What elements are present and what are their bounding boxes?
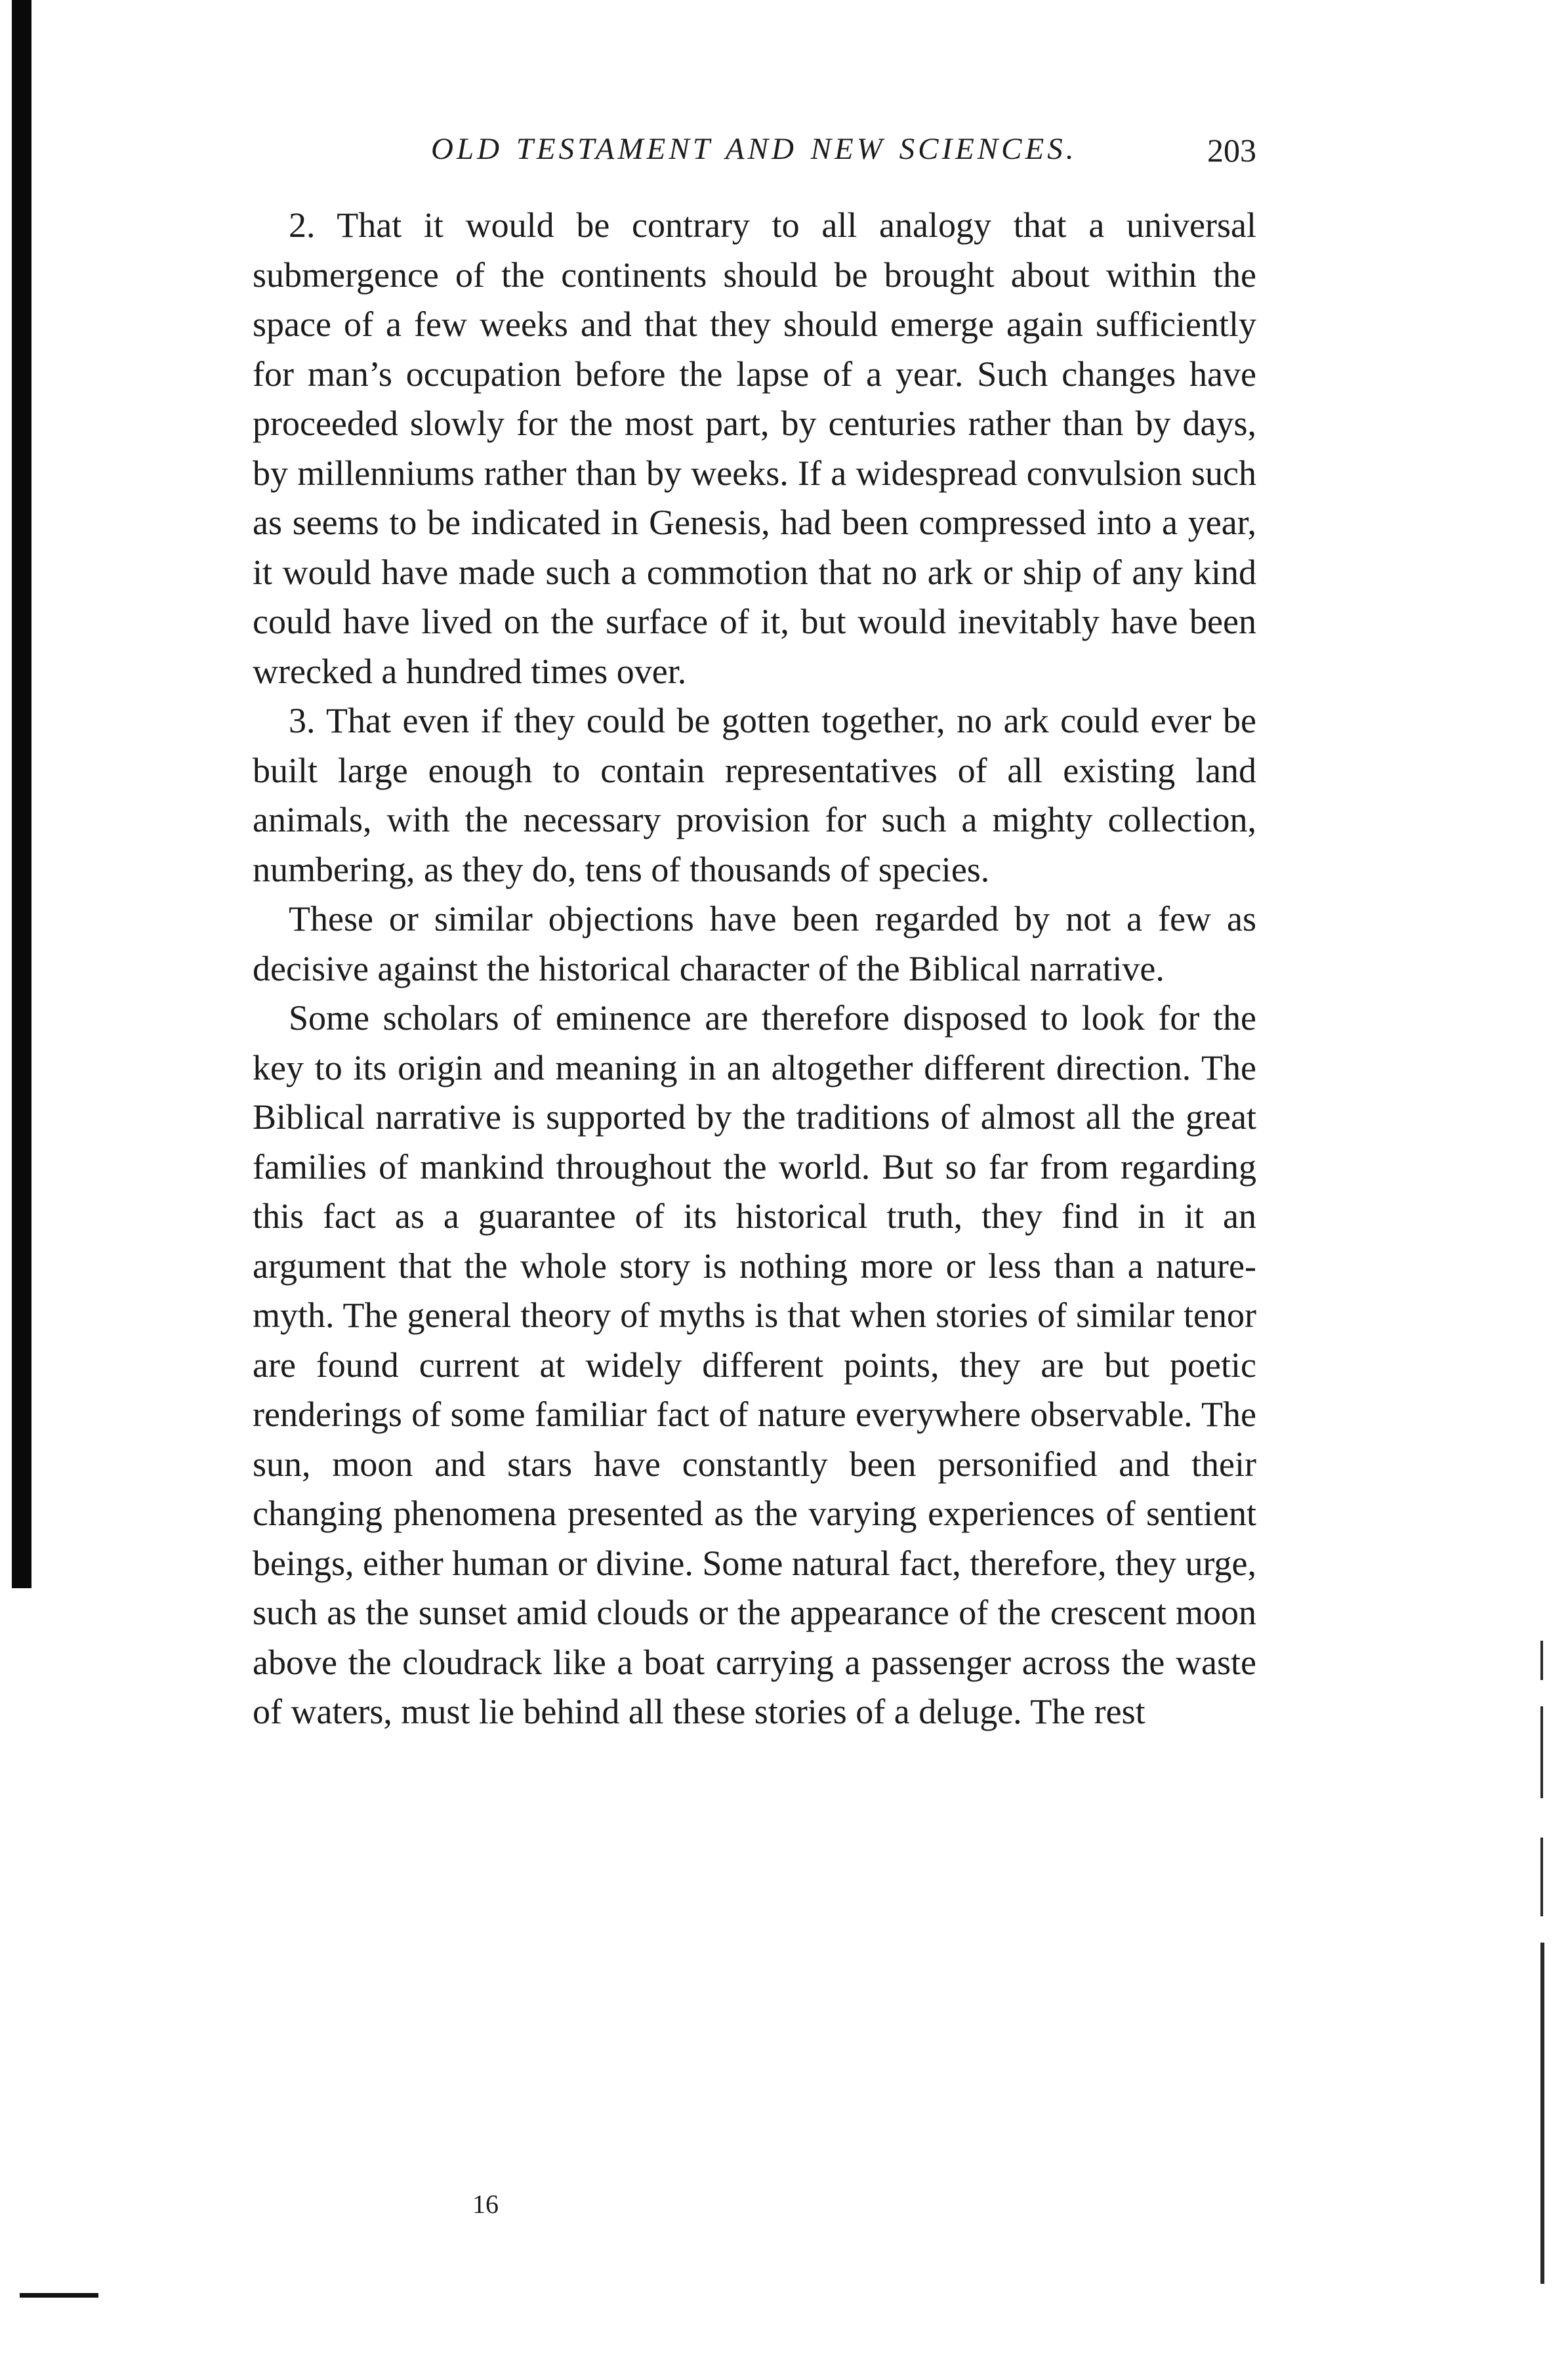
scan-margin-noise xyxy=(1540,1838,1543,1916)
page-header xyxy=(249,131,1256,184)
running-head: OLD TESTAMENT AND NEW SCIENCES. xyxy=(431,132,1077,166)
paragraph: 2. That it would be contrary to all analogy that a universal submergence of the continents should be brought about within the space of a few weeks and that they should emerge again sufficiently for man’s occupation before the lapse of a year. Such changes have proceeded slowly for the most part, by centuries rather than by days, by millenniums rather than by weeks. If a widespread convulsion such as seems to be indicated in Genesis, had been compressed into a year, it would have made such a commotion that no ark or ship of any kind could have lived on the surface of it, but would inevitably have been wrecked a hundred times over. xyxy=(253,205,1256,691)
scan-edge-mark xyxy=(20,2293,98,2298)
page-number: 203 xyxy=(1207,132,1256,169)
paragraph: These or similar objections have been regarded by not a few as decisive against the historical character of the Biblical narrative. xyxy=(253,899,1256,988)
body-text xyxy=(253,201,1256,1737)
scan-margin-noise xyxy=(1540,1641,1543,1680)
paragraph: Some scholars of eminence are therefore disposed to look for the key to its origin and meaning in an altogether different direction. The Biblical narrative is supported by the traditions of almost all the great families of mankind throughout the world. But so far from regarding this fact as a guarantee of its historical truth, they find in it an argument that the whole story is nothing more or less than a nature-myth. The general theory of myths is that when stories of similar tenor are found current at widely different points, they are but poetic renderings of some familiar fact of nature everywhere observable. The sun, moon and stars have constantly been personified and their changing phenomena presented as the varying experiences of sentient beings, either human or divine. Some natural fact, therefore, they urge, such as the sunset amid clouds or the appearance of the crescent moon above the cloudrack like a boat carrying a passenger across the waste of waters, must lie behind all these stories of a deluge. The rest xyxy=(253,998,1256,1731)
paragraph: 3. That even if they could be gotten together, no ark could ever be built large enough to contain representatives of all existing land animals, with the necessary provision for such a mighty collection, numbering, as they do, tens of thousands of species. xyxy=(253,701,1256,889)
signature-mark: 16 xyxy=(472,2189,499,2219)
scan-margin-noise xyxy=(1540,1943,1544,2284)
binding-edge-shadow xyxy=(12,0,31,1588)
scan-margin-noise xyxy=(1540,1706,1543,1798)
